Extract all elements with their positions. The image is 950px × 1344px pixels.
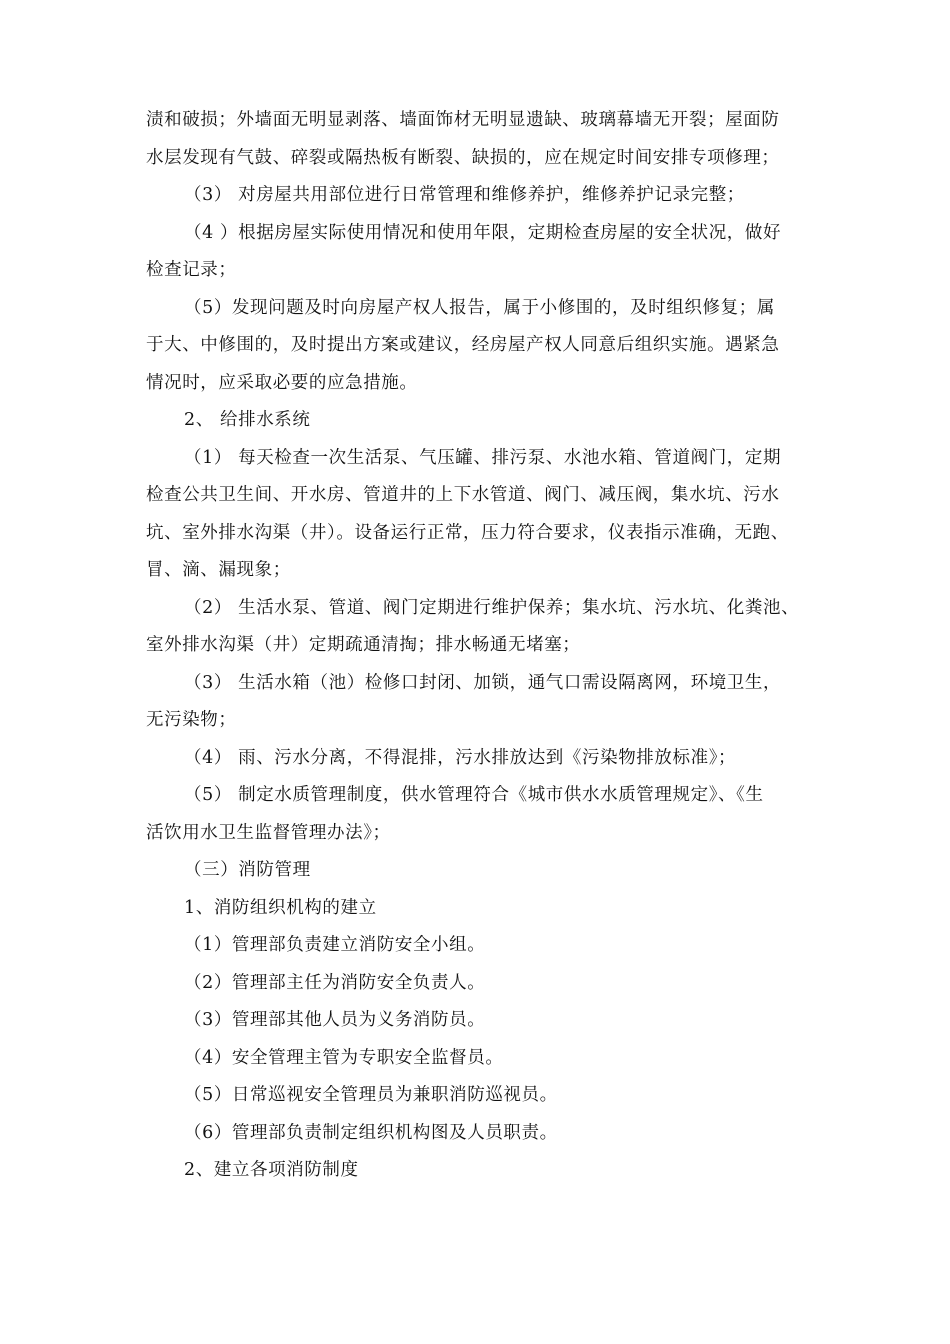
list-item: （6）管理部负责制定组织机构图及人员职责。 [184, 1122, 558, 1143]
list-item: （1）管理部负责建立消防安全小组。 [184, 935, 486, 955]
text-line: （4 ）根据房屋实际使用情况和使用年限，定期检查房屋的安全状况，做好 [184, 222, 782, 243]
text-line: 水层发现有气鼓、碎裂或隔热板有断裂、缺损的，应在规定时间安排专项修理； [146, 147, 780, 168]
section-heading: 1、消防组织机构的建立 [184, 897, 377, 918]
text-line: 无污染物； [146, 710, 237, 730]
text-line: 情况时，应采取必要的应急措施。 [146, 372, 418, 393]
section-heading: 2、 给排水系统 [184, 410, 311, 430]
text-line: 检查记录； [146, 260, 237, 280]
text-line: 于大、中修围的，及时提出方案或建议，经房屋产权人同意后组织实施。遇紧急 [146, 335, 780, 355]
document-body [146, 102, 814, 1190]
list-item: （3）管理部其他人员为义务消防员。 [184, 1010, 486, 1030]
text-line: 冒、滴、漏现象； [146, 560, 291, 580]
text-line: （3） 生活水箱（池）检修口封闭、加锁，通气口需设隔离网，环境卫生， [184, 672, 782, 693]
list-item: （2）管理部主任为消防安全负责人。 [184, 972, 486, 993]
text-line: 渍和破损；外墙面无明显剥落、墙面饰材无明显遗缺、玻璃幕墙无开裂；屋面防 [146, 110, 780, 130]
text-line: （4） 雨、污水分离，不得混排，污水排放达到《污染物排放标准》； [184, 747, 737, 768]
list-item: （4）安全管理主管为专职安全监督员。 [184, 1047, 504, 1068]
text-line: （3） 对房屋共用部位进行日常管理和维修养护，维修养护记录完整； [184, 185, 745, 205]
text-line: （2） 生活水泵、管道、阀门定期进行维护保养；集水坑、污水坑、化粪池、 [184, 597, 800, 618]
section-heading: （三）消防管理 [184, 860, 311, 880]
text-line: 室外排水沟渠（井）定期疏通清掏；排水畅通无堵塞； [146, 635, 581, 655]
text-line: （1） 每天检查一次生活泵、气压罐、排污泵、水池水箱、管道阀门，定期 [184, 447, 782, 468]
text-line: （5）发现问题及时向房屋产权人报告，属于小修围的，及时组织修复；属 [184, 297, 775, 318]
list-item: （5）日常巡视安全管理员为兼职消防巡视员。 [184, 1085, 558, 1105]
section-heading: 2、建立各项消防制度 [184, 1160, 359, 1180]
text-line: 检查公共卫生间、开水房、管道井的上下水管道、阀门、减压阀，集水坑、污水 [146, 485, 780, 505]
text-line: 活饮用水卫生监督管理办法》； [146, 822, 391, 843]
text-line: 坑、室外排水沟渠（井）。设备运行正常，压力符合要求，仪表指示准确，无跑、 [146, 522, 789, 543]
text-line: （5） 制定水质管理制度，供水管理符合《城市供水水质管理规定》、《生 [184, 785, 764, 805]
